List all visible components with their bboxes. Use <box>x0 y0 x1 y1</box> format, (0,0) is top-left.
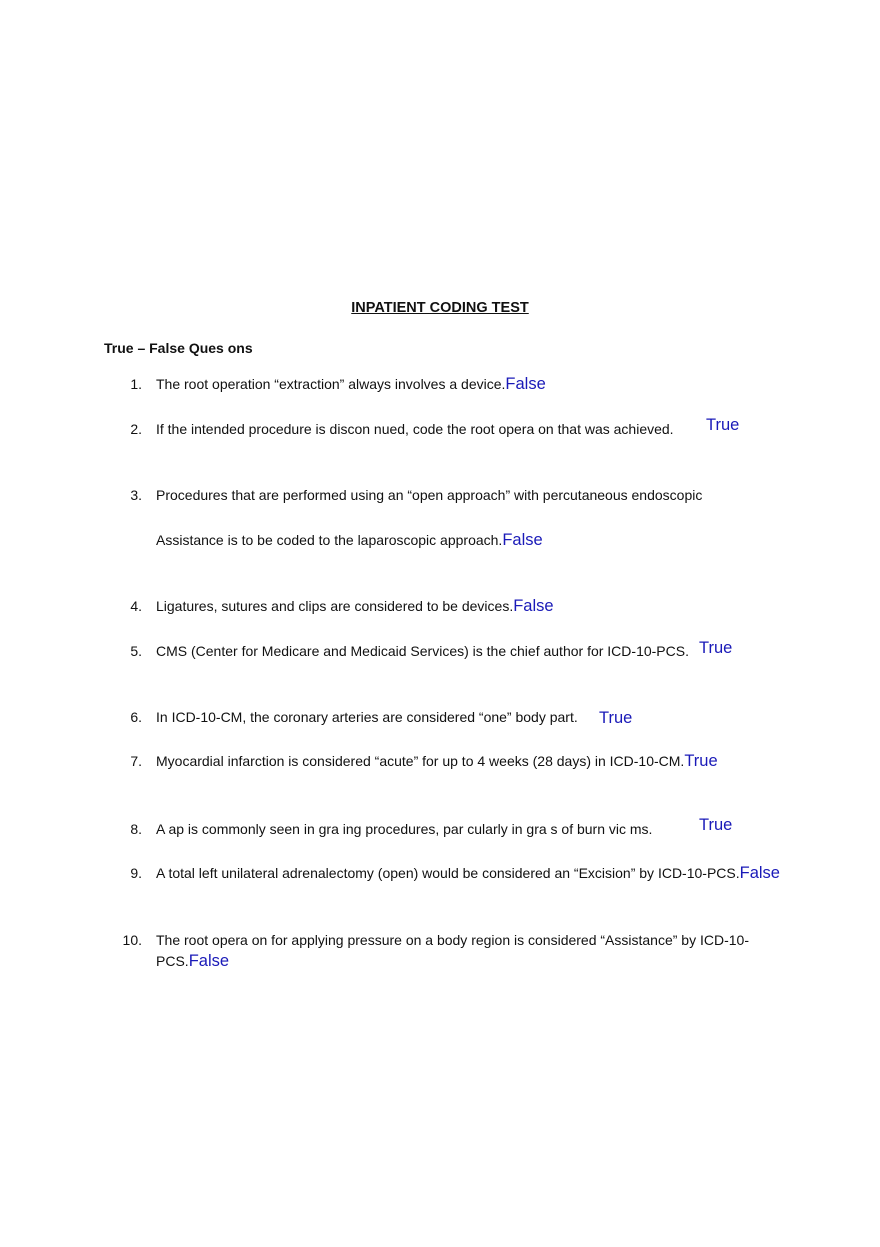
question-number: 7. <box>130 753 142 769</box>
answer-text: True <box>699 639 733 657</box>
question-text: Myocardial infarction is considered “acute” for up to 4 weeks (28 days) in ICD-10-CM.True <box>156 752 718 770</box>
question-number: 8. <box>130 821 142 837</box>
answer-text: True <box>599 709 633 727</box>
answer-text: False <box>502 531 543 549</box>
question-text: Ligatures, sutures and clips are considered to be devices.False <box>156 597 554 615</box>
answer-text: True <box>684 752 718 770</box>
question-number: 3. <box>130 487 142 503</box>
question-text: Assistance is to be coded to the laparoscopic approach.False <box>156 531 543 549</box>
answer-text: True <box>706 416 740 434</box>
question-text: A total left unilateral adrenalectomy (open) would be considered an “Excision” by ICD-10-PCS.False <box>156 864 780 882</box>
answer-text: False <box>188 952 230 970</box>
question-number: 9. <box>130 865 142 881</box>
question-number: 5. <box>130 643 142 659</box>
answer-text: False <box>505 375 546 393</box>
question-number: 6. <box>130 709 142 725</box>
question-text: The root operation “extraction” always involves a device.False <box>156 375 546 393</box>
document-title: INPATIENT CODING TEST <box>351 300 529 316</box>
question-text: CMS (Center for Medicare and Medicaid Services) is the chief author for ICD-10-PCS. <box>156 643 689 659</box>
question-number: 4. <box>130 598 142 614</box>
answer-text: False <box>739 864 780 882</box>
question-text: If the intended procedure is discon nued, code the root opera on that was achieved. <box>156 421 674 437</box>
answer-text: False <box>513 597 554 615</box>
question-text: A ap is commonly seen in gra ing procedures, par cularly in gra s of burn vic ms. <box>156 821 653 837</box>
question-text: In ICD-10-CM, the coronary arteries are considered “one” body part. <box>156 709 578 725</box>
question-number: 2. <box>130 421 142 437</box>
question-number: 1. <box>130 376 142 392</box>
question-text: Procedures that are performed using an “open approach” with percutaneous endoscopic <box>156 487 703 503</box>
section-heading: True – False Ques ons <box>104 340 253 356</box>
answer-text: True <box>699 816 733 834</box>
question-text: The root opera on for applying pressure on a body region is considered “Assistance” by ICD-10- <box>156 932 749 948</box>
question-number: 10. <box>122 932 142 948</box>
question-text: PCS.False <box>156 952 230 970</box>
